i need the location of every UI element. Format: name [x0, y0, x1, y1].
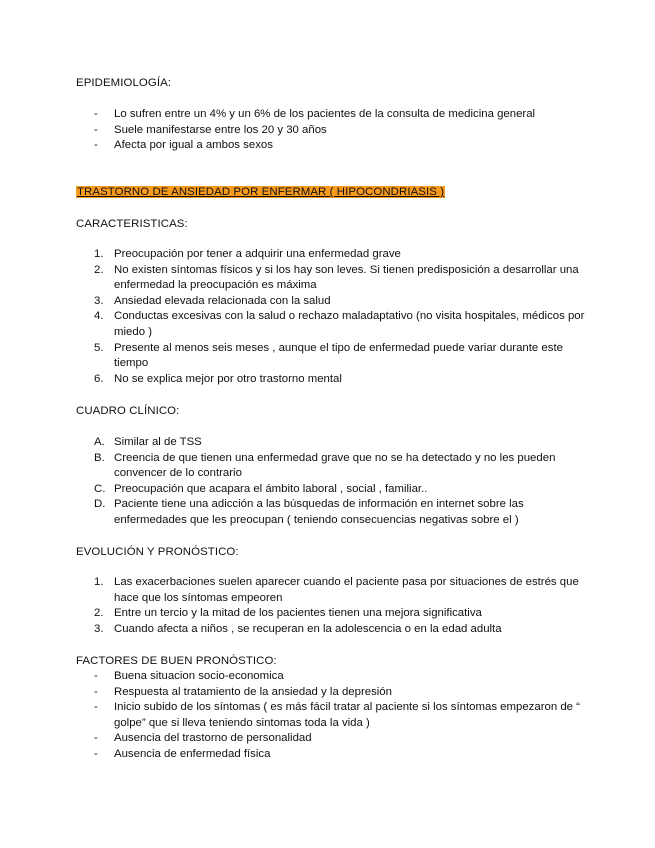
- list-item: 2. Entre un tercio y la mitad de los pacientes tienen una mejora significativa: [94, 607, 482, 620]
- evolucion-list: [76, 575, 586, 637]
- list-item: - Ausencia del trastorno de personalidad: [76, 731, 586, 747]
- list-item: 4. Conductas excesivas con la salud o rechazo maladaptativo (no visita hospitales, médicos por miedo ): [94, 310, 585, 338]
- list-item: - Inicio subido de los síntomas ( es más fácil tratar al paciente si los síntomas empezaron de “ golpe” que si lleva teniendo sintomas toda la vida ): [94, 701, 580, 729]
- list-item: B. Creencia de que tienen una enfermedad grave que no se ha detectado y no les pueden convencer de lo contrario: [94, 451, 556, 480]
- dash-marker: -: [94, 732, 98, 745]
- list-item: 1. Las exacerbaciones suelen aparecer cuando el paciente pasa por situaciones de estrés que hace que los síntomas empeoren: [94, 576, 579, 604]
- list-item: D. Paciente tiene una adicción a las búsquedas de información en internet sobre las enfermedades que les preocupan ( teniendo consecuencias negativas sobre el ): [94, 498, 524, 526]
- list-item: - Buena situacion socio-economica: [76, 669, 586, 685]
- caracteristicas-list: [76, 247, 586, 387]
- list-item: - Afecta por igual a ambos sexos: [76, 138, 586, 154]
- list-item: - Respuesta al tratamiento de la ansiedad y la depresión: [76, 685, 586, 701]
- list-item: - Lo sufren entre un 4% y un 6% de los pacientes de la consulta de medicina general: [76, 107, 586, 123]
- list-item: - Ausencia de enfermedad física: [76, 747, 586, 763]
- factores-heading: FACTORES DE BUEN PRONÓSTICO:: [76, 655, 277, 667]
- list-item: - Suele manifestarse entre los 20 y 30 años: [76, 123, 586, 139]
- evolucion-heading: EVOLUCIÓN Y PRONÓSTICO:: [76, 546, 239, 558]
- list-item: 3. Cuando afecta a niños , se recuperan en la adolescencia o en la edad adulta: [94, 622, 502, 635]
- dash-marker: -: [94, 108, 98, 120]
- list-item: A. Similar al de TSS: [94, 436, 202, 448]
- dash-marker: -: [94, 685, 98, 698]
- epidemiologia-heading: EPIDEMIOLOGÍA:: [76, 77, 172, 89]
- cuadro-clinico-heading: CUADRO CLÍNICO:: [76, 405, 180, 417]
- list-item: 6. No se explica mejor por otro trastorno mental: [94, 372, 342, 385]
- caracteristicas-heading: CARACTERISTICAS:: [76, 218, 188, 230]
- list-item: 2. No existen síntomas físicos y si los hay son leves. Si tienen predisposición a desarrollar una enfermedad la preocupación es máxima: [94, 263, 579, 292]
- dash-marker: -: [94, 670, 98, 682]
- dash-marker: -: [94, 139, 98, 152]
- cuadro-clinico-list: [76, 435, 586, 529]
- dash-marker: -: [94, 123, 98, 136]
- list-item: 3. Ansiedad elevada relacionada con la salud: [94, 294, 331, 307]
- list-item: 1. Preocupación por tener a adquirir una enfermedad grave: [94, 248, 401, 260]
- dash-marker: -: [94, 701, 98, 714]
- factores-list: [76, 669, 586, 763]
- section-title: [76, 185, 586, 201]
- epidemiologia-list: [76, 107, 586, 154]
- list-item: 5. Presente al menos seis meses , aunque el tipo de enfermedad puede variar durante este tiempo: [94, 341, 563, 370]
- dash-marker: -: [94, 747, 98, 760]
- list-item: C. Preocupación que acapara el ámbito laboral , social , familiar..: [94, 482, 428, 495]
- highlighted-title: TRASTORNO DE ANSIEDAD POR ENFERMAR ( HIPOCONDRIASIS ): [77, 186, 445, 198]
